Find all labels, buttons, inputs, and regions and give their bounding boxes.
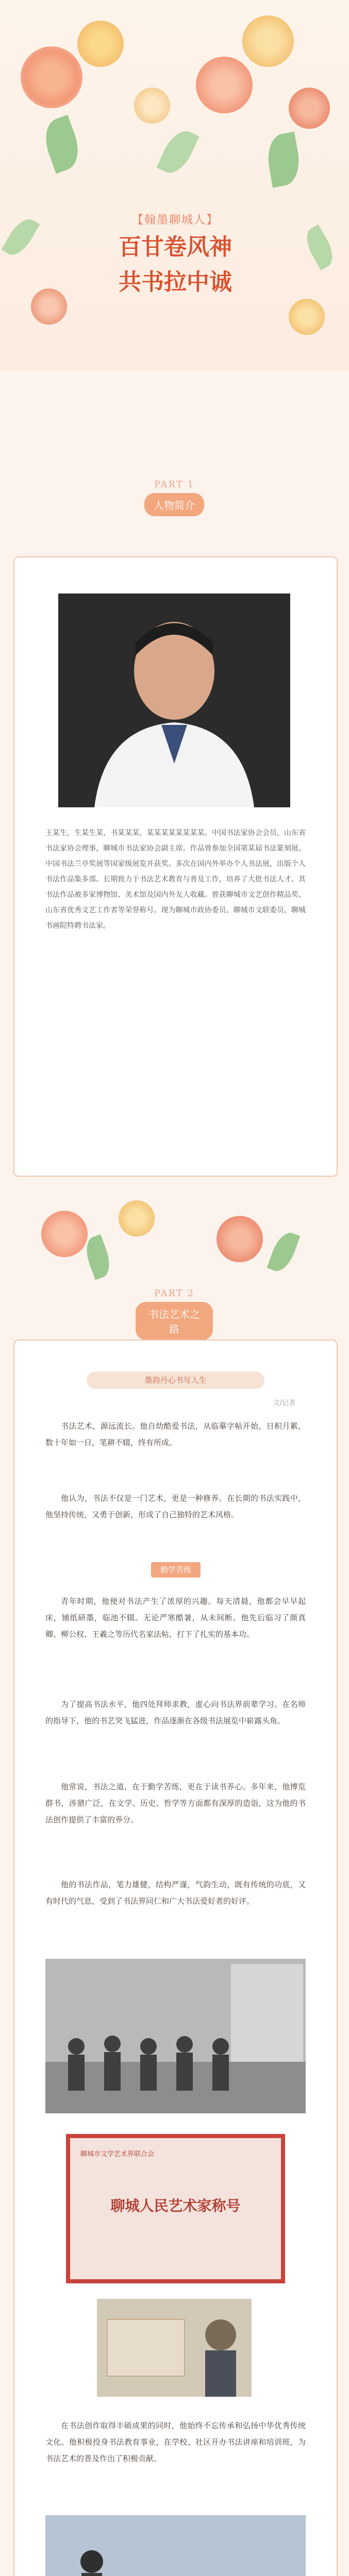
award-photo: [97, 2299, 252, 2397]
students-photo-scene: [45, 2515, 306, 2576]
flower-icon: [31, 289, 67, 325]
garden-divider: [0, 1185, 349, 1288]
portrait-photo: [58, 594, 290, 807]
paragraph-7: 在书法创作取得丰硕成果的同时，他始终不忘传承和弘扬中华优秀传统文化。他积极投身书法教育事业，在学校、社区开办书法讲座和培训班，为书法艺术的普及作出了积极贡献。: [45, 2421, 306, 2463]
leaf-icon: [2, 214, 40, 260]
part2-label: 书法艺术之路: [136, 1302, 213, 1340]
paragraph-6: 他的书法作品，笔力雄健，结构严谨，气韵生动，既有传统的功底，又有时代的气息，受到了书法界同仁和广大书法爱好者的好评。: [45, 1880, 306, 1906]
paragraph-3: 青年时期，他便对书法产生了浓厚的兴趣。每天清晨，他都会早早起床，铺纸研墨，临池不辍。无论严寒酷暑，从未间断。他先后临习了颜真卿、柳公权、王羲之等历代名家法帖，打下了扎实的基本功。: [45, 1597, 306, 1639]
part1-card: [13, 556, 338, 1177]
paragraph-1: 书法艺术，源远流长。他自幼酷爱书法，从临摹字帖开始，日积月累，数十年如一日，笔耕不辍，终有所成。: [45, 1421, 306, 1447]
part2-card: [13, 1340, 338, 2576]
flower-icon: [289, 299, 325, 335]
part1-label: 人物简介: [144, 493, 204, 516]
flower-icon: [77, 21, 124, 67]
subhead-study: 勤学苦练: [151, 1562, 201, 1578]
group-photo: [45, 1959, 306, 2113]
part2-number: PART 2: [154, 1288, 194, 1299]
flower-icon: [242, 15, 294, 67]
series-tag: 【翰墨聊城人】: [131, 214, 219, 227]
certificate-image: [66, 2134, 285, 2283]
leaf-icon: [301, 224, 339, 270]
part2-badge: [136, 1288, 213, 1335]
flower-icon: [196, 57, 253, 113]
flower-icon: [134, 88, 170, 124]
paragraph-4: 为了提高书法水平，他四处拜师求教，虚心向书法界前辈学习。在名师的指导下，他的书艺突飞猛进，作品逐渐在各级书法展览中崭露头角。: [45, 1700, 306, 1725]
title-card: [98, 201, 253, 309]
flower-icon: [21, 46, 82, 108]
header-banner: [0, 0, 349, 371]
flower-icon: [41, 1211, 88, 1257]
paragraph-2: 他认为，书法不仅是一门艺术，更是一种修养。在长期的书法实践中，他坚持传统，又勇于创新，形成了自己独特的艺术风格。: [45, 1494, 306, 1519]
leaf-icon: [39, 115, 86, 174]
certificate-title: 聊城人民艺术家称号: [110, 2197, 241, 2214]
paragraph-5: 他常说，书法之道，在于勤学苦练，更在于读书养心。多年来，他博览群书，涉猎广泛，在文学、历史、哲学等方面都有深厚的造诣，这为他的书法创作提供了丰富的养分。: [45, 1782, 306, 1824]
leaf-icon: [156, 126, 199, 179]
group-photo-scene: [45, 1959, 306, 2113]
leaf-icon: [267, 1229, 301, 1275]
students-photo: [45, 2515, 306, 2576]
flower-icon: [119, 1200, 155, 1236]
author-line: 文/记者: [273, 1399, 295, 1407]
flower-icon: [217, 1216, 263, 1262]
part2-head-tag: 墨韵丹心书写人生: [87, 1371, 264, 1389]
portrait-figure: [58, 594, 290, 807]
part1-number: PART 1: [154, 479, 194, 490]
leaf-icon: [264, 132, 303, 188]
part1-badge: [136, 479, 213, 516]
main-title-line2: 共书拉中诚: [119, 269, 232, 295]
bio-text: 王某生，生某生某，书某某某，某某某某某某某某。中国书法家协会会员，山东省书法家协会理事，聊城市书法家协会副主席。作品曾参加全国第某届书法篆刻展、中国书法兰亭奖展等国家级展览并获奖。多次在国内外举办个人书法展，出版个人书法作品集多部。长期致力于书法艺术教育与普及工作，培养了大批书法人才。其书法作品被多家博物馆、美术馆及国内外友人收藏。曾获聊城市文艺创作精品奖、山东省优秀文艺工作者等荣誉称号。现为聊城市政协委员、聊城市文联委员、聊城书画院特聘书法家。: [45, 829, 306, 930]
main-title-line1: 百甘卷风神: [119, 234, 232, 260]
flower-icon: [289, 88, 330, 129]
award-photo-scene: [97, 2299, 252, 2397]
certificate-org: 聊城市文学艺术界联合会: [80, 2150, 155, 2158]
